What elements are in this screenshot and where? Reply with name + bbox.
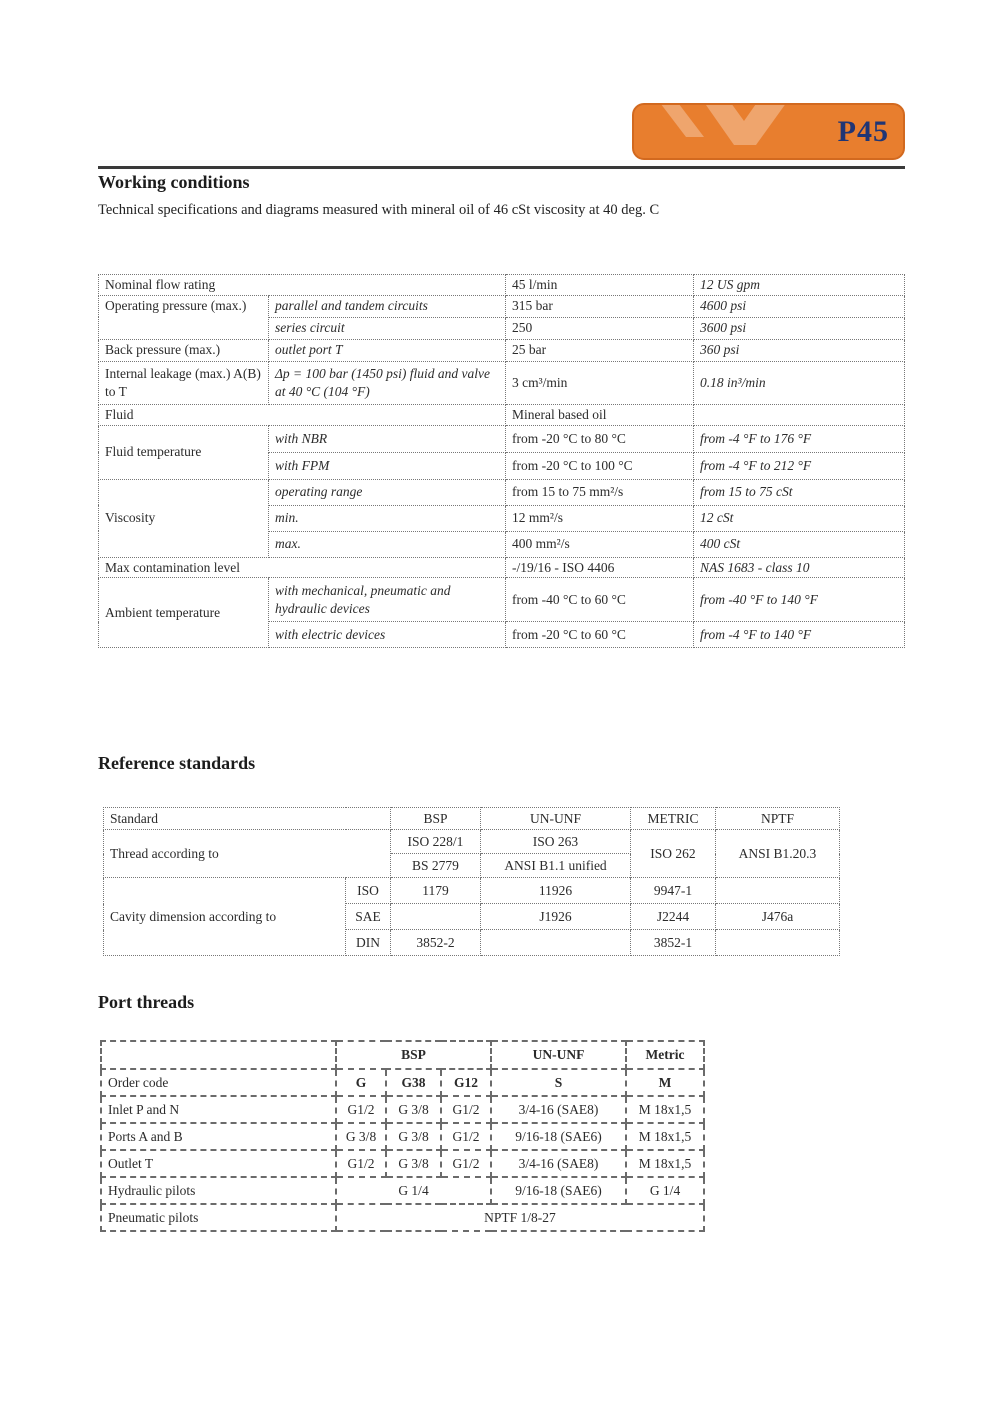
wc-internal-leakage-label: Internal leakage (max.) A(B) to T	[99, 361, 269, 404]
wc-contamination-metric: -/19/16 - ISO 4406	[506, 557, 694, 578]
wc-back-pressure-cond: outlet port T	[269, 339, 506, 361]
pt-hydraulic-label: Hydraulic pilots	[101, 1177, 336, 1204]
ref-thread-bsp-1: ISO 228/1	[391, 830, 481, 854]
pt-header-empty	[101, 1041, 336, 1069]
wc-internal-leakage-cond: Δp = 100 bar (1450 psi) fluid and valve at 40 °C (104 °F)	[269, 361, 506, 404]
pt-inlet-s: 3/4-16 (SAE8)	[491, 1096, 626, 1123]
wc-fluid-us	[694, 404, 905, 425]
wc-fluid-temperature-label: Fluid temperature	[99, 425, 269, 479]
section-title-reference-standards: Reference standards	[98, 753, 256, 773]
wc-at-mech-us: from -40 °F to 140 °F	[694, 578, 905, 622]
pt-hydraulic-m: G 1/4	[626, 1177, 704, 1204]
ref-cavity-din-nptf	[716, 930, 840, 956]
wc-op-series-metric: 250	[506, 317, 694, 339]
ref-header-bsp: BSP	[391, 808, 481, 830]
ref-cavity-iso-std: ISO	[346, 878, 391, 904]
intro-text: Technical specifications and diagrams measured with mineral oil of 46 cSt viscosity at 40 deg. C	[98, 202, 660, 218]
pt-ports-ab-label: Ports A and B	[101, 1123, 336, 1150]
pt-outlet-g12: G1/2	[441, 1150, 491, 1177]
pt-order-code-label: Order code	[101, 1069, 336, 1096]
wc-at-mech-metric: from -40 °C to 60 °C	[506, 578, 694, 622]
wc-at-electric-cond: with electric devices	[269, 622, 506, 648]
header-rule	[98, 166, 905, 169]
pt-group-bsp: BSP	[336, 1041, 491, 1069]
ref-cavity-iso-nptf	[716, 878, 840, 904]
wc-back-pressure-label: Back pressure (max.)	[99, 339, 269, 361]
pt-ports-ab-s: 9/16-18 (SAE6)	[491, 1123, 626, 1150]
wc-internal-leakage-us: 0.18 in³/min	[694, 361, 905, 404]
pt-col-m: M	[626, 1069, 704, 1096]
wc-ft-fpm-cond: with FPM	[269, 452, 506, 479]
pt-ports-ab-g: G 3/8	[336, 1123, 386, 1150]
wc-at-electric-us: from -4 °F to 140 °F	[694, 622, 905, 648]
pt-hydraulic-s: 9/16-18 (SAE6)	[491, 1177, 626, 1204]
pt-inlet-label: Inlet P and N	[101, 1096, 336, 1123]
pt-inlet-m: M 18x1,5	[626, 1096, 704, 1123]
wc-contamination-label: Max contamination level	[99, 557, 506, 578]
pt-outlet-g38: G 3/8	[386, 1150, 441, 1177]
wc-at-electric-metric: from -20 °C to 60 °C	[506, 622, 694, 648]
wc-visc-range-cond: operating range	[269, 479, 506, 505]
ref-cavity-din-std: DIN	[346, 930, 391, 956]
wc-visc-max-metric: 400 mm²/s	[506, 531, 694, 557]
pt-ports-ab-m: M 18x1,5	[626, 1123, 704, 1150]
pt-inlet-g12: G1/2	[441, 1096, 491, 1123]
ref-cavity-sae-nptf: J476a	[716, 904, 840, 930]
pt-hydraulic-bsp: G 1/4	[336, 1177, 491, 1204]
pt-group-ununf: UN-UNF	[491, 1041, 626, 1069]
pt-group-metric: Metric	[626, 1041, 704, 1069]
ref-thread-ununf-2: ANSI B1.1 unified	[481, 854, 631, 878]
wc-back-pressure-us: 360 psi	[694, 339, 905, 361]
working-conditions-table	[98, 274, 905, 648]
wc-visc-min-metric: 12 mm²/s	[506, 505, 694, 531]
ref-cavity-sae-ununf: J1926	[481, 904, 631, 930]
pt-outlet-m: M 18x1,5	[626, 1150, 704, 1177]
pt-outlet-g: G1/2	[336, 1150, 386, 1177]
pt-col-g: G	[336, 1069, 386, 1096]
ref-cavity-iso-ununf: 11926	[481, 878, 631, 904]
pt-outlet-label: Outlet T	[101, 1150, 336, 1177]
pt-ports-ab-g38: G 3/8	[386, 1123, 441, 1150]
ref-cavity-label: Cavity dimension according to	[104, 878, 346, 956]
ref-cavity-sae-bsp	[391, 904, 481, 930]
wc-viscosity-label: Viscosity	[99, 479, 269, 557]
ref-cavity-din-ununf	[481, 930, 631, 956]
reference-standards-table	[103, 807, 840, 956]
model-code: P45	[837, 114, 889, 148]
ref-cavity-din-bsp: 3852-2	[391, 930, 481, 956]
pt-outlet-s: 3/4-16 (SAE8)	[491, 1150, 626, 1177]
wc-operating-pressure-label: Operating pressure (max.)	[99, 295, 269, 339]
model-badge	[632, 103, 905, 160]
wc-op-parallel-us: 4600 psi	[694, 295, 905, 317]
wc-ft-nbr-us: from -4 °F to 176 °F	[694, 425, 905, 452]
ref-header-nptf: NPTF	[716, 808, 840, 830]
ref-thread-label: Thread according to	[104, 830, 391, 878]
ref-thread-metric: ISO 262	[631, 830, 716, 878]
wc-ambient-temperature-label: Ambient temperature	[99, 578, 269, 648]
wc-at-mech-cond: with mechanical, pneumatic and hydraulic devices	[269, 578, 506, 622]
ref-cavity-iso-bsp: 1179	[391, 878, 481, 904]
wc-nominal-flow-us: 12 US gpm	[694, 275, 905, 296]
wc-op-parallel-cond: parallel and tandem circuits	[269, 295, 506, 317]
wc-visc-max-us: 400 cSt	[694, 531, 905, 557]
wc-back-pressure-metric: 25 bar	[506, 339, 694, 361]
wc-contamination-us: NAS 1683 - class 10	[694, 557, 905, 578]
ref-header-standard: Standard	[104, 808, 391, 830]
ref-cavity-din-metric: 3852-1	[631, 930, 716, 956]
pt-col-s: S	[491, 1069, 626, 1096]
wc-visc-min-us: 12 cSt	[694, 505, 905, 531]
wc-fluid-label: Fluid	[99, 404, 506, 425]
wc-internal-leakage-metric: 3 cm³/min	[506, 361, 694, 404]
wc-visc-max-cond: max.	[269, 531, 506, 557]
pt-inlet-g: G1/2	[336, 1096, 386, 1123]
wc-ft-fpm-us: from -4 °F to 212 °F	[694, 452, 905, 479]
wc-op-parallel-metric: 315 bar	[506, 295, 694, 317]
pt-pneumatic-label: Pneumatic pilots	[101, 1204, 336, 1231]
ref-thread-ununf-1: ISO 263	[481, 830, 631, 854]
wc-ft-nbr-metric: from -20 °C to 80 °C	[506, 425, 694, 452]
pt-inlet-g38: G 3/8	[386, 1096, 441, 1123]
section-title-working-conditions: Working conditions	[98, 172, 250, 192]
wc-visc-range-us: from 15 to 75 cSt	[694, 479, 905, 505]
ref-header-ununf: UN-UNF	[481, 808, 631, 830]
ref-header-metric: METRIC	[631, 808, 716, 830]
wc-nominal-flow-metric: 45 l/min	[506, 275, 694, 296]
pt-col-g38: G38	[386, 1069, 441, 1096]
wc-ft-fpm-metric: from -20 °C to 100 °C	[506, 452, 694, 479]
wc-visc-min-cond: min.	[269, 505, 506, 531]
wc-op-series-cond: series circuit	[269, 317, 506, 339]
ref-cavity-sae-std: SAE	[346, 904, 391, 930]
pt-col-g12: G12	[441, 1069, 491, 1096]
wc-visc-range-metric: from 15 to 75 mm²/s	[506, 479, 694, 505]
pt-ports-ab-g12: G1/2	[441, 1123, 491, 1150]
wc-nominal-flow-label: Nominal flow rating	[99, 275, 506, 296]
ref-thread-bsp-2: BS 2779	[391, 854, 481, 878]
wc-op-series-us: 3600 psi	[694, 317, 905, 339]
wc-fluid-metric: Mineral based oil	[506, 404, 694, 425]
wc-ft-nbr-cond: with NBR	[269, 425, 506, 452]
port-threads-table	[100, 1040, 705, 1232]
ref-cavity-iso-metric: 9947-1	[631, 878, 716, 904]
pt-pneumatic-value: NPTF 1/8-27	[336, 1204, 704, 1231]
section-title-port-threads: Port threads	[98, 992, 195, 1012]
ref-thread-nptf: ANSI B1.20.3	[716, 830, 840, 878]
ref-cavity-sae-metric: J2244	[631, 904, 716, 930]
